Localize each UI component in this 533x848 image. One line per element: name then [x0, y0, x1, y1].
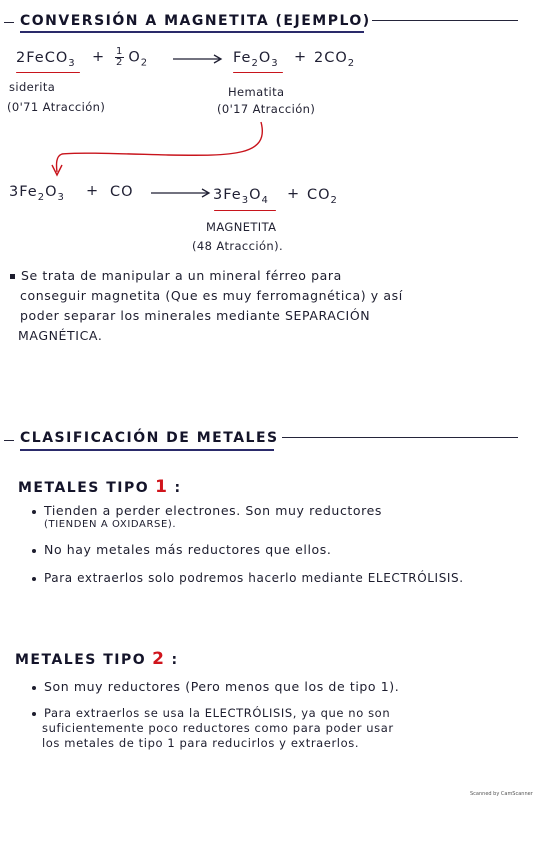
label-siderita-attraction: (0'71 Atracción) — [7, 100, 106, 114]
tipo2-bullet-2: Para extraerlos se usa la ELECTRÓLISIS, ya que no son — [32, 706, 390, 720]
label-hematita-attraction: (0'17 Atracción) — [217, 102, 316, 116]
label-siderita: siderita — [9, 80, 56, 94]
bullet-dot — [32, 549, 36, 553]
reaction2-plus1: + — [86, 183, 100, 199]
reaction2-product1-underline — [214, 210, 276, 211]
label-hematita: Hematita — [228, 85, 285, 99]
reaction2-reactant1: $3Fe_2O_3$ — [9, 184, 65, 203]
reaction2-reactant2: CO — [110, 184, 134, 200]
tipo1-number: 1 — [155, 477, 169, 497]
tipo1-bullet-1: Tienden a perder electrones. Son muy reductores — [32, 503, 382, 518]
section1-title-underline — [20, 31, 364, 33]
bullet-dot — [32, 510, 36, 514]
tipo2-heading: METALES TIPO 2 : — [15, 649, 179, 669]
reaction1-fraction: $\frac{1}{2}$ — [116, 46, 124, 68]
section1-title: CONVERSIÓN A MAGNETITA (EJEMPLO) — [20, 13, 371, 29]
section2-title-underline — [20, 449, 274, 451]
tipo2-bullet-1: Son muy reductores (Pero menos que los de tipo 1). — [32, 679, 399, 694]
bullet-dot — [32, 712, 36, 716]
section1-left-dash — [4, 22, 14, 23]
tipo2-bullet-2-line2: suficientemente poco reductores como para poder usar — [42, 721, 394, 735]
tipo1-bullet-2: No hay metales más reductores que ellos. — [32, 542, 332, 557]
section1-right-rule — [372, 20, 518, 21]
connector-arrow — [48, 118, 270, 180]
reaction1-product1-underline — [233, 72, 283, 73]
reaction2-product2: $CO_2$ — [307, 187, 338, 206]
tipo2-number: 2 — [152, 649, 166, 669]
label-magnetita-attraction: (48 Atracción). — [192, 239, 284, 253]
note-line-3: poder separar los minerales mediante SEPARACIÓN — [20, 308, 371, 323]
reaction1-plus1: + — [92, 49, 106, 65]
section2-title: CLASIFICACIÓN DE METALES — [20, 430, 279, 446]
reaction1-product2: $2CO_2$ — [314, 50, 356, 69]
note-line-1: Se trata de manipular a un mineral férreo para — [10, 268, 342, 283]
scanner-note: Scanned by CamScanner — [470, 791, 533, 797]
section2-right-rule — [282, 437, 518, 438]
reaction2-plus2: + — [287, 186, 301, 202]
reaction1-arrow — [172, 52, 224, 66]
section2-left-dash — [4, 440, 14, 441]
tipo1-heading: METALES TIPO 1 : — [18, 477, 182, 497]
tipo2-bullet-2-line3: los metales de tipo 1 para reducirlos y extraerlos. — [42, 736, 360, 750]
reaction2-product1: $3Fe_3O_4$ — [213, 187, 269, 206]
tipo1-bullet-1-line2: (TIENDEN A OXIDARSE). — [44, 519, 177, 530]
reaction1-product1: $Fe_2O_3$ — [233, 50, 279, 69]
bullet-dot — [32, 686, 36, 690]
reaction2-arrow — [150, 186, 212, 200]
reaction1-reactant1: 2FeCO$_3$ — [16, 50, 76, 69]
note-line-2: conseguir magnetita (Que es muy ferromagnética) y así — [20, 288, 403, 303]
note-bullet — [10, 274, 15, 279]
reaction1-plus2: + — [294, 49, 308, 65]
reaction1-reactant2: $\frac{1}{2} O_2$ — [116, 46, 149, 69]
tipo1-bullet-3: Para extraerlos solo podremos hacerlo mediante ELECTRÓLISIS. — [32, 571, 464, 585]
label-magnetita: MAGNETITA — [206, 220, 277, 234]
bullet-dot — [32, 577, 36, 581]
reaction1-reactant1-underline — [16, 72, 80, 73]
note-line-4: MAGNÉTICA. — [18, 328, 103, 343]
